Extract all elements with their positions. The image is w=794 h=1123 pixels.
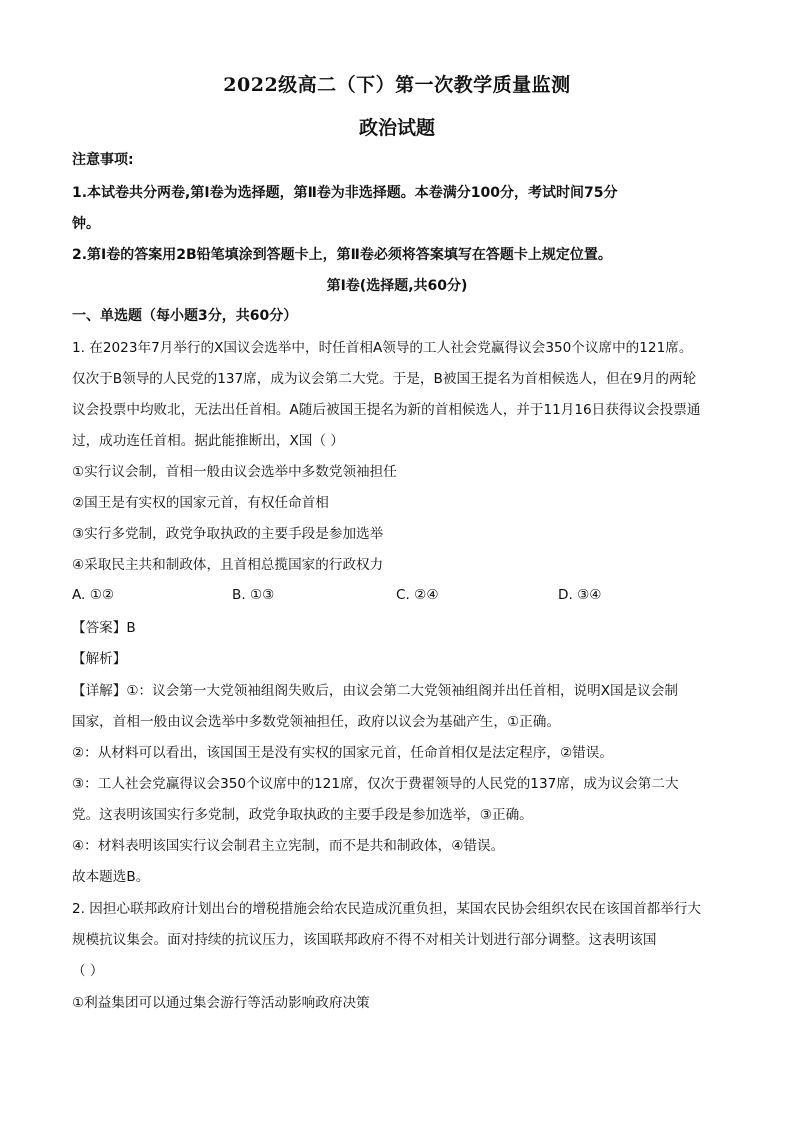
q1-statement: ③实行多党制，政党争取执政的主要手段是参加选举 — [72, 526, 384, 542]
q1-analysis-line: 故本题选B。 — [72, 869, 150, 885]
q1-stem-line: 1. 在2023年7月举行的X国议会选举中，时任首相A领导的工人社会党赢得议会350个议席中的121席。 — [72, 340, 693, 356]
q1-stem-line: 议会投票中均败北，无法出任首相。A随后被国王提名为新的首相候选人，并于11月16日获得议会投票通 — [72, 402, 701, 418]
q1-option-b: B. ①③ — [232, 587, 275, 603]
q2-stem-line: 规模抗议集会。面对持续的抗议压力，该国联邦政府不得不对相关计划进行部分调整。这表明该国 — [72, 932, 657, 948]
q1-stem-line: 仅次于B领导的人民党的137席，成为议会第二大党。于是，B被国王提名为首相候选人，但在9月的两轮 — [72, 371, 697, 387]
notice-heading: 注意事项: — [72, 152, 134, 168]
notice-item-1: 1.本试卷共分两卷,第Ⅰ卷为选择题，第Ⅱ卷为非选择题。本卷满分100分，考试时间75分 — [72, 185, 618, 201]
q1-statement: ②国王是有实权的国家元首，有权任命首相 — [72, 495, 329, 511]
q1-analysis-line: 国家，首相一般由议会选举中多数党领袖担任，政府以议会为基础产生，①正确。 — [72, 714, 560, 730]
q1-answer: 【答案】B — [72, 620, 136, 636]
q1-statement: ④采取民主共和制政体，且首相总揽国家的行政权力 — [72, 557, 384, 573]
q1-option-a: A. ①② — [72, 587, 115, 603]
q1-analysis-line: ②：从材料可以看出，该国国王是没有实权的国家元首，任命首相仅是法定程序，②错误。 — [72, 745, 613, 761]
q1-analysis-line: ③：工人社会党赢得议会350个议席中的121席，仅次于费翟领导的人民党的137席，成为议会第二大 — [72, 776, 679, 792]
q1-analysis-line: ④：材料表明该国实行议会制君主立宪制，而不是共和制政体，④错误。 — [72, 838, 505, 854]
q2-statement: ①利益集团可以通过集会游行等活动影响政府决策 — [72, 995, 370, 1011]
exam-title: 2022级高二（下）第一次教学质量监测 — [223, 74, 571, 96]
q1-option-c: C. ②④ — [396, 587, 439, 603]
notice-item-2: 2.第Ⅰ卷的答案用2B铅笔填涂到答题卡上，第Ⅱ卷必须将答案填写在答题卡上规定位置。 — [72, 247, 612, 263]
q2-stem-line: 2. 因担心联邦政府计划出台的增税措施会给农民造成沉重负担，某国农民协会组织农民在该国首都举行大 — [72, 901, 702, 917]
q1-analysis-line: 【详解】①：议会第一大党领袖组阁失败后，由议会第二大党领袖组阁并出任首相，说明X国是议会制 — [72, 683, 679, 699]
section-part: 一、单选题（每小题3分，共60分） — [72, 308, 298, 324]
q1-stem-line: 过，成功连任首相。据此能推断出，X国（ ） — [72, 433, 344, 449]
section-title: 第Ⅰ卷(选择题,共60分) — [326, 278, 468, 294]
q1-statement: ①实行议会制，首相一般由议会选举中多数党领袖担任 — [72, 464, 397, 480]
q2-stem-line: （ ） — [72, 963, 104, 979]
notice-item-1-cont: 钟。 — [72, 216, 100, 232]
exam-subject: 政治试题 — [358, 117, 435, 139]
q1-analysis-line: 党。这表明该国实行多党制，政党争取执政的主要手段是参加选举，③正确。 — [72, 807, 533, 823]
q1-analysis-label: 【解析】 — [72, 651, 127, 667]
q1-option-d: D. ③④ — [558, 587, 602, 603]
q1-options — [72, 587, 722, 607]
